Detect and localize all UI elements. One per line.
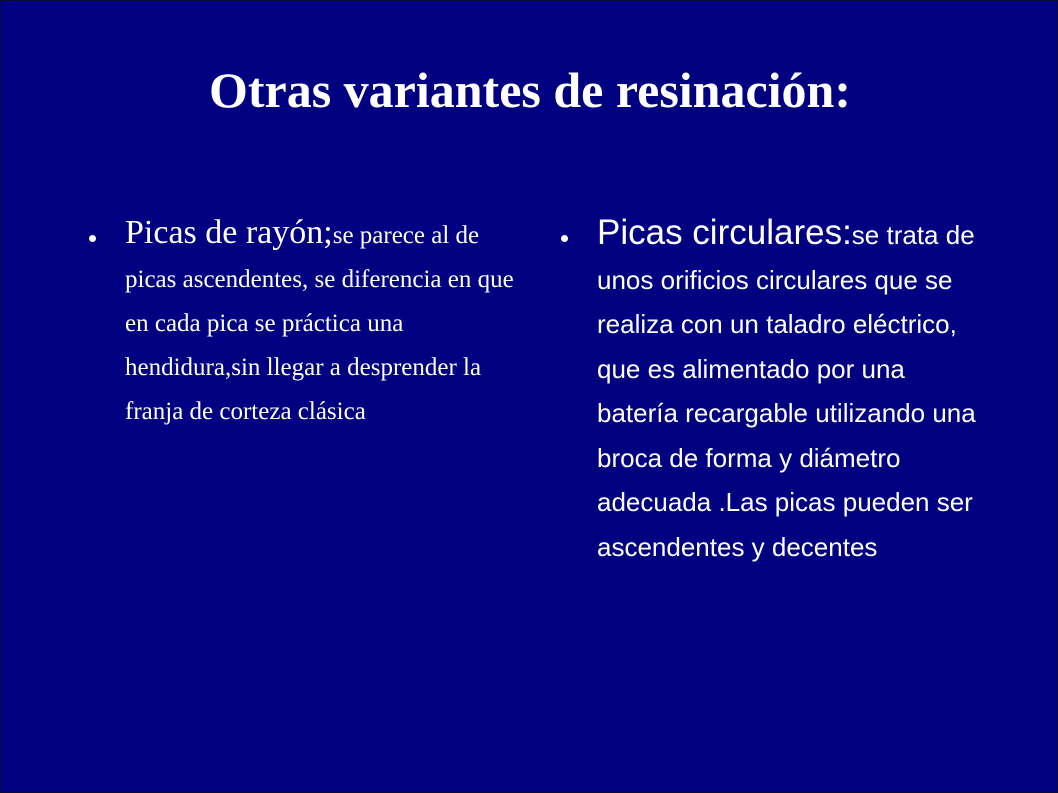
slide-title: Otras variantes de resinación:: [208, 62, 852, 118]
bullet-heading: Picas de rayón;: [125, 214, 333, 251]
bullet-text: [125, 211, 529, 434]
bullet-dot-icon: [89, 235, 96, 242]
bullet-body: se parece al de picas ascendentes, se diferencia en que en cada pica se práctica una hendidura,sin llegar a desprender la franja de corteza clásica: [125, 222, 514, 425]
bullet-item-picas-de-rayon: [89, 211, 529, 434]
bullet-dot-icon: [561, 235, 568, 242]
bullet-text: [597, 211, 981, 569]
bullet-heading: Picas circulares:: [597, 213, 852, 252]
bullet-item-picas-circulares: [561, 211, 981, 569]
right-column: [561, 211, 981, 569]
left-column: [89, 211, 529, 434]
bullet-body: se trata de unos orificios circulares que se realiza con un taladro eléctrico, que es alimentado por una batería recargable utilizando una broca de forma y diámetro adecuada .Las picas pueden ser ascendentes y decentes: [597, 220, 976, 562]
